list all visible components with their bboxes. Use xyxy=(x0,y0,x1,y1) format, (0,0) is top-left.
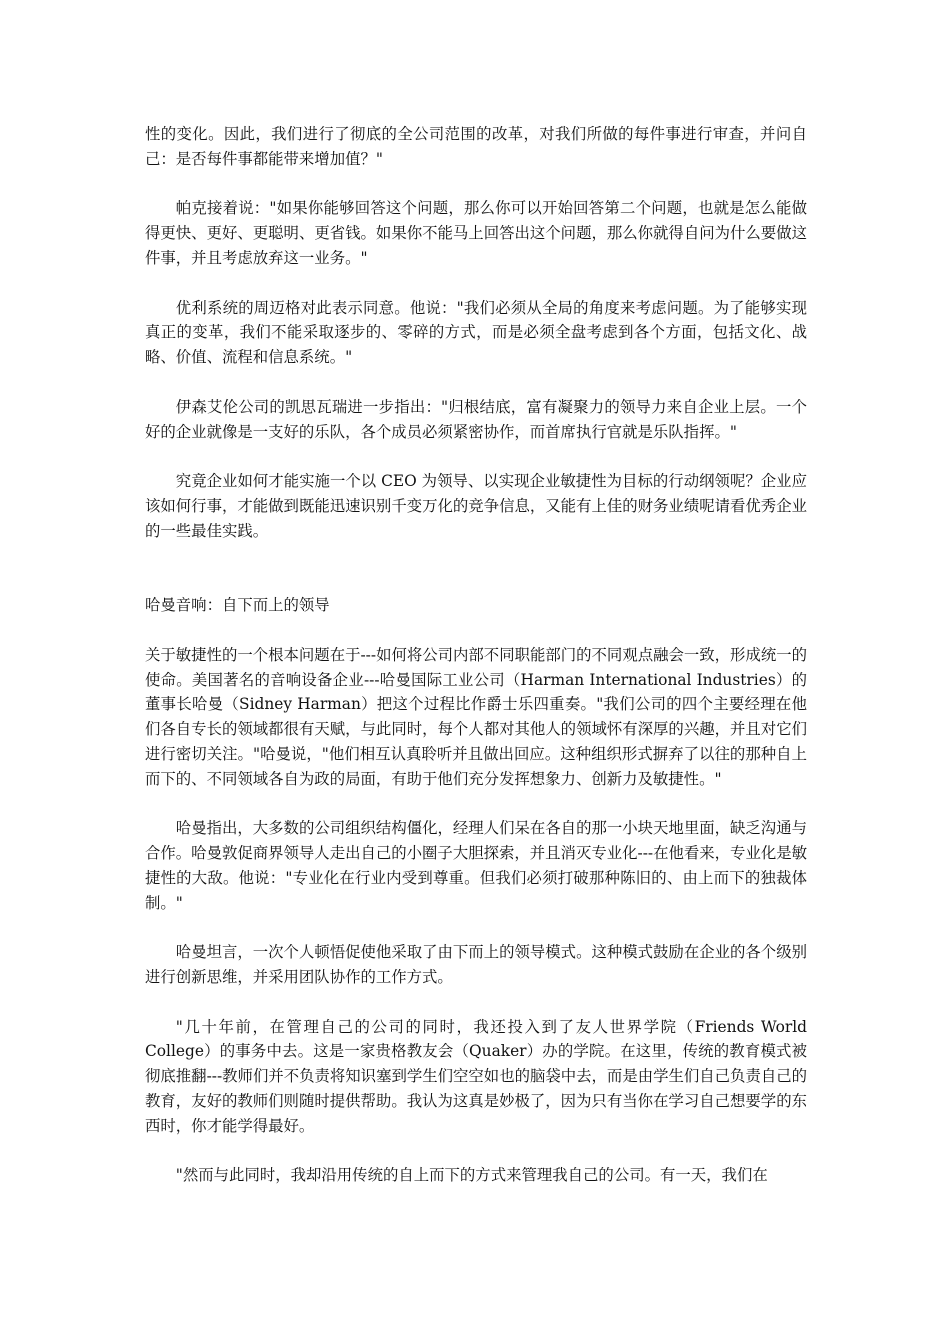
paragraph-continuation: 性的变化。因此，我们进行了彻底的全公司范围的改革，对我们所做的每件事进行审查，并问自己：是否每件事都能带来增加值？" xyxy=(145,125,807,168)
paragraph-ethan-allen: 伊森艾伦公司的凯思瓦瑞进一步指出："归根结底，富有凝聚力的领导力来自企业上层。一个好的企业就像是一支好的乐队，各个成员必须紧密协作，而首席执行官就是乐队指挥。" xyxy=(145,397,807,441)
document-page xyxy=(145,122,807,1188)
paragraph-meanwhile: "然而与此同时，我却沿用传统的自上而下的方式来管理我自己的公司。有一天，我们在 xyxy=(175,1166,768,1185)
paragraph-unisys: 优利系统的周迈格对此表示同意。他说："我们必须从全局的角度来考虑问题。为了能够实现真正的变革，我们不能采取逐步的、零碎的方式，而是必须全盘考虑到各个方面，包括文化、战略、价值、流程和信息系统。" xyxy=(145,298,807,367)
paragraph-question: 究竟企业如何才能实施一个以 CEO 为领导、以实现企业敏捷性为目标的行动纲领呢？企业应该如何行事，才能做到既能迅速识别千变万化的竞争信息，又能有上佳的财务业绩呢请看优秀企业的一些最佳实践。 xyxy=(145,472,807,540)
paragraph-harman-structure: 哈曼指出，大多数的公司组织结构僵化，经理人们呆在各自的那一小块天地里面，缺乏沟通与合作。哈曼敦促商界领导人走出自己的小圈子大胆探索，并且消灭专业化---在他看来，专业化是敏捷性的大敌。他说："专业化在行业内受到尊重。但我们必须打破那种陈旧的、由上而下的独裁体制。" xyxy=(145,819,808,912)
paragraph-harman-intro: 关于敏捷性的一个根本问题在于---如何将公司内部不同职能部门的不同观点融会一致，形成统一的使命。美国著名的音响设备企业---哈曼国际工业公司（Harman International Industries）的董事长哈曼（Sidney Harman）把这个过程比作爵士乐四重奏。"我们公司的四个主要经理在他们各自专长的领域都很有天赋，与此同时，每个人都对其他人的领域怀有深厚的兴趣，并且对它们进行密切关注。"哈曼说，"他们相互认真聆听并且做出回应。这种组织形式摒弃了以往的那种自上而下的、不同领域各自为政的局面，有助于他们充分发挥想象力、创新力及敏捷性。" xyxy=(145,645,808,788)
paragraph-harman-epiphany: 哈曼坦言，一次个人顿悟促使他采取了由下而上的领导模式。这种模式鼓励在企业的各个级别进行创新思维，并采用团队协作的工作方式。 xyxy=(145,943,807,987)
section-heading: 哈曼音响：自下而上的领导 xyxy=(145,596,330,615)
paragraph-parker: 帕克接着说："如果你能够回答这个问题，那么你可以开始回答第二个问题，也就是怎么能做得更快、更好、更聪明、更省钱。如果你不能马上回答出这个问题，那么你就得自问为什么要做这件事，并且考虑放弃这一业务。" xyxy=(145,199,807,267)
paragraph-friends-world-college: "几十年前，在管理自己的公司的同时，我还投入到了友人世界学院（Friends World College）的事务中去。这是一家贵格教友会（Quaker）办的学院。在这里，传统的教育模式被彻底推翻---教师们并不负责将知识塞到学生们空空如也的脑袋中去，而是由学生们自己负责自己的教育，友好的教师们则随时提供帮助。我认为这真是妙极了，因为只有当你在学习自己想要学的东西时，你才能学得最好。 xyxy=(145,1017,808,1135)
